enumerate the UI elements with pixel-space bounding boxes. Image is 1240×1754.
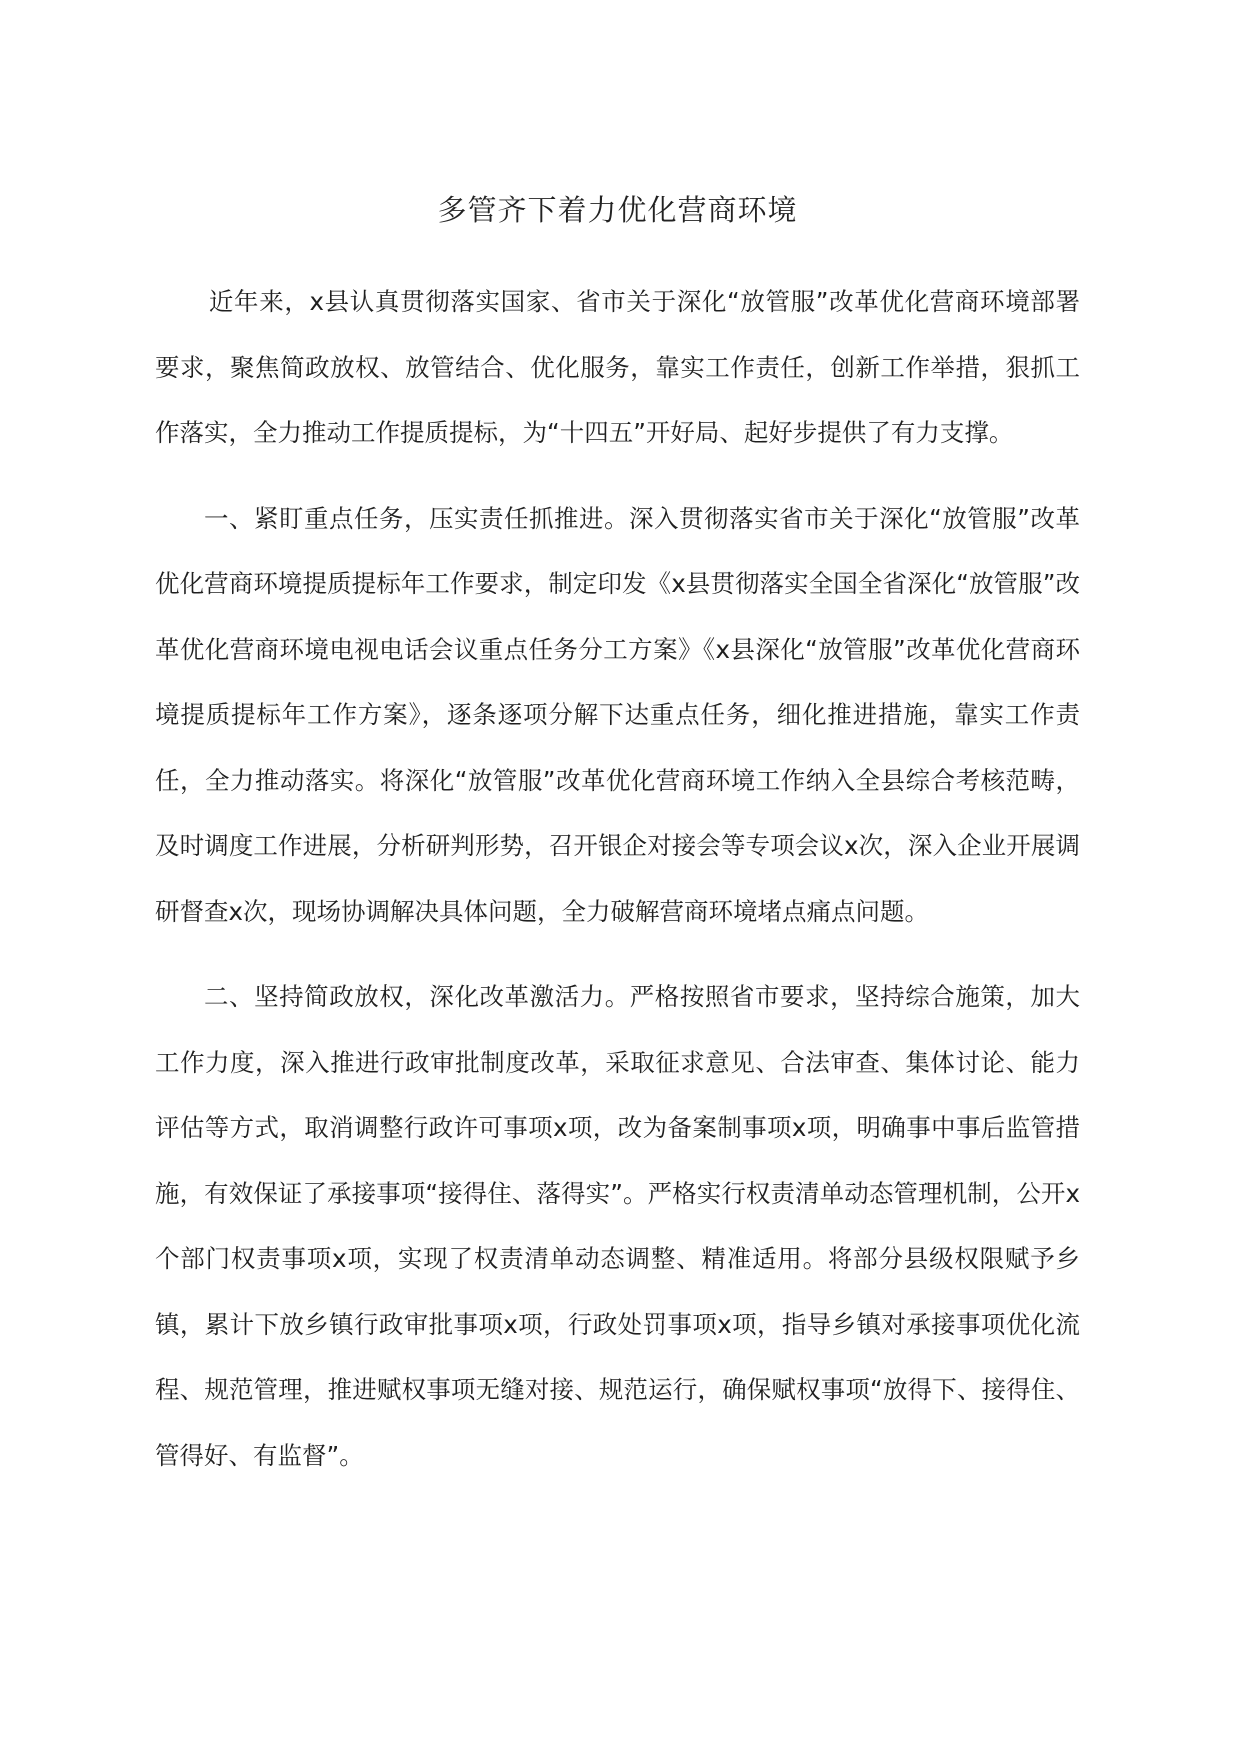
document-title: 多管齐下着力优化营商环境 xyxy=(437,193,798,227)
paragraph-intro: 近年来，x县认真贯彻落实国家、省市关于深化“放管服”改革优化营商环境部署要求，聚焦简政放权、放管结合、优化服务，靠实工作责任，创新工作举措，狠抓工作落实，全力推动工作提质提标，为“十四五”开好局、起好步提供了有力支撑。 xyxy=(155,287,1080,447)
paragraph-section-1: 一、紧盯重点任务，压实责任抓推进。深入贯彻落实省市关于深化“放管服”改革优化营商环境提质提标年工作要求，制定印发《x县贯彻落实全国全省深化“放管服”改革优化营商环境电视电话会议重点任务分工方案》《x县深化“放管服”改革优化营商环境提质提标年工作方案》，逐条逐项分解下达重点任务，细化推进措施，靠实工作责任，全力推动落实。将深化“放管服”改革优化营商环境工作纳入全县综合考核范畴，及时调度工作进展，分析研判形势，召开银企对接会等专项会议x次，深入企业开展调研督查x次，现场协调解决具体问题，全力破解营商环境堵点痛点问题。 xyxy=(155,503,1080,926)
paragraph-section-2: 二、坚持简政放权，深化改革激活力。严格按照省市要求，坚持综合施策，加大工作力度，深入推进行政审批制度改革，采取征求意见、合法审查、集体讨论、能力评估等方式，取消调整行政许可事项x项，改为备案制事项x项，明确事中事后监管措施，有效保证了承接事项“接得住、落得实”。严格实行权责清单动态管理机制，公开x个部门权责事项x项，实现了权责清单动态调整、精准适用。将部分县级权限赋予乡镇，累计下放乡镇行政审批事项x项，行政处罚事项x项，指导乡镇对承接事项优化流程、规范管理，推进赋权事项无缝对接、规范运行，确保赋权事项“放得下、接得住、管得好、有监督”。 xyxy=(155,982,1080,1470)
